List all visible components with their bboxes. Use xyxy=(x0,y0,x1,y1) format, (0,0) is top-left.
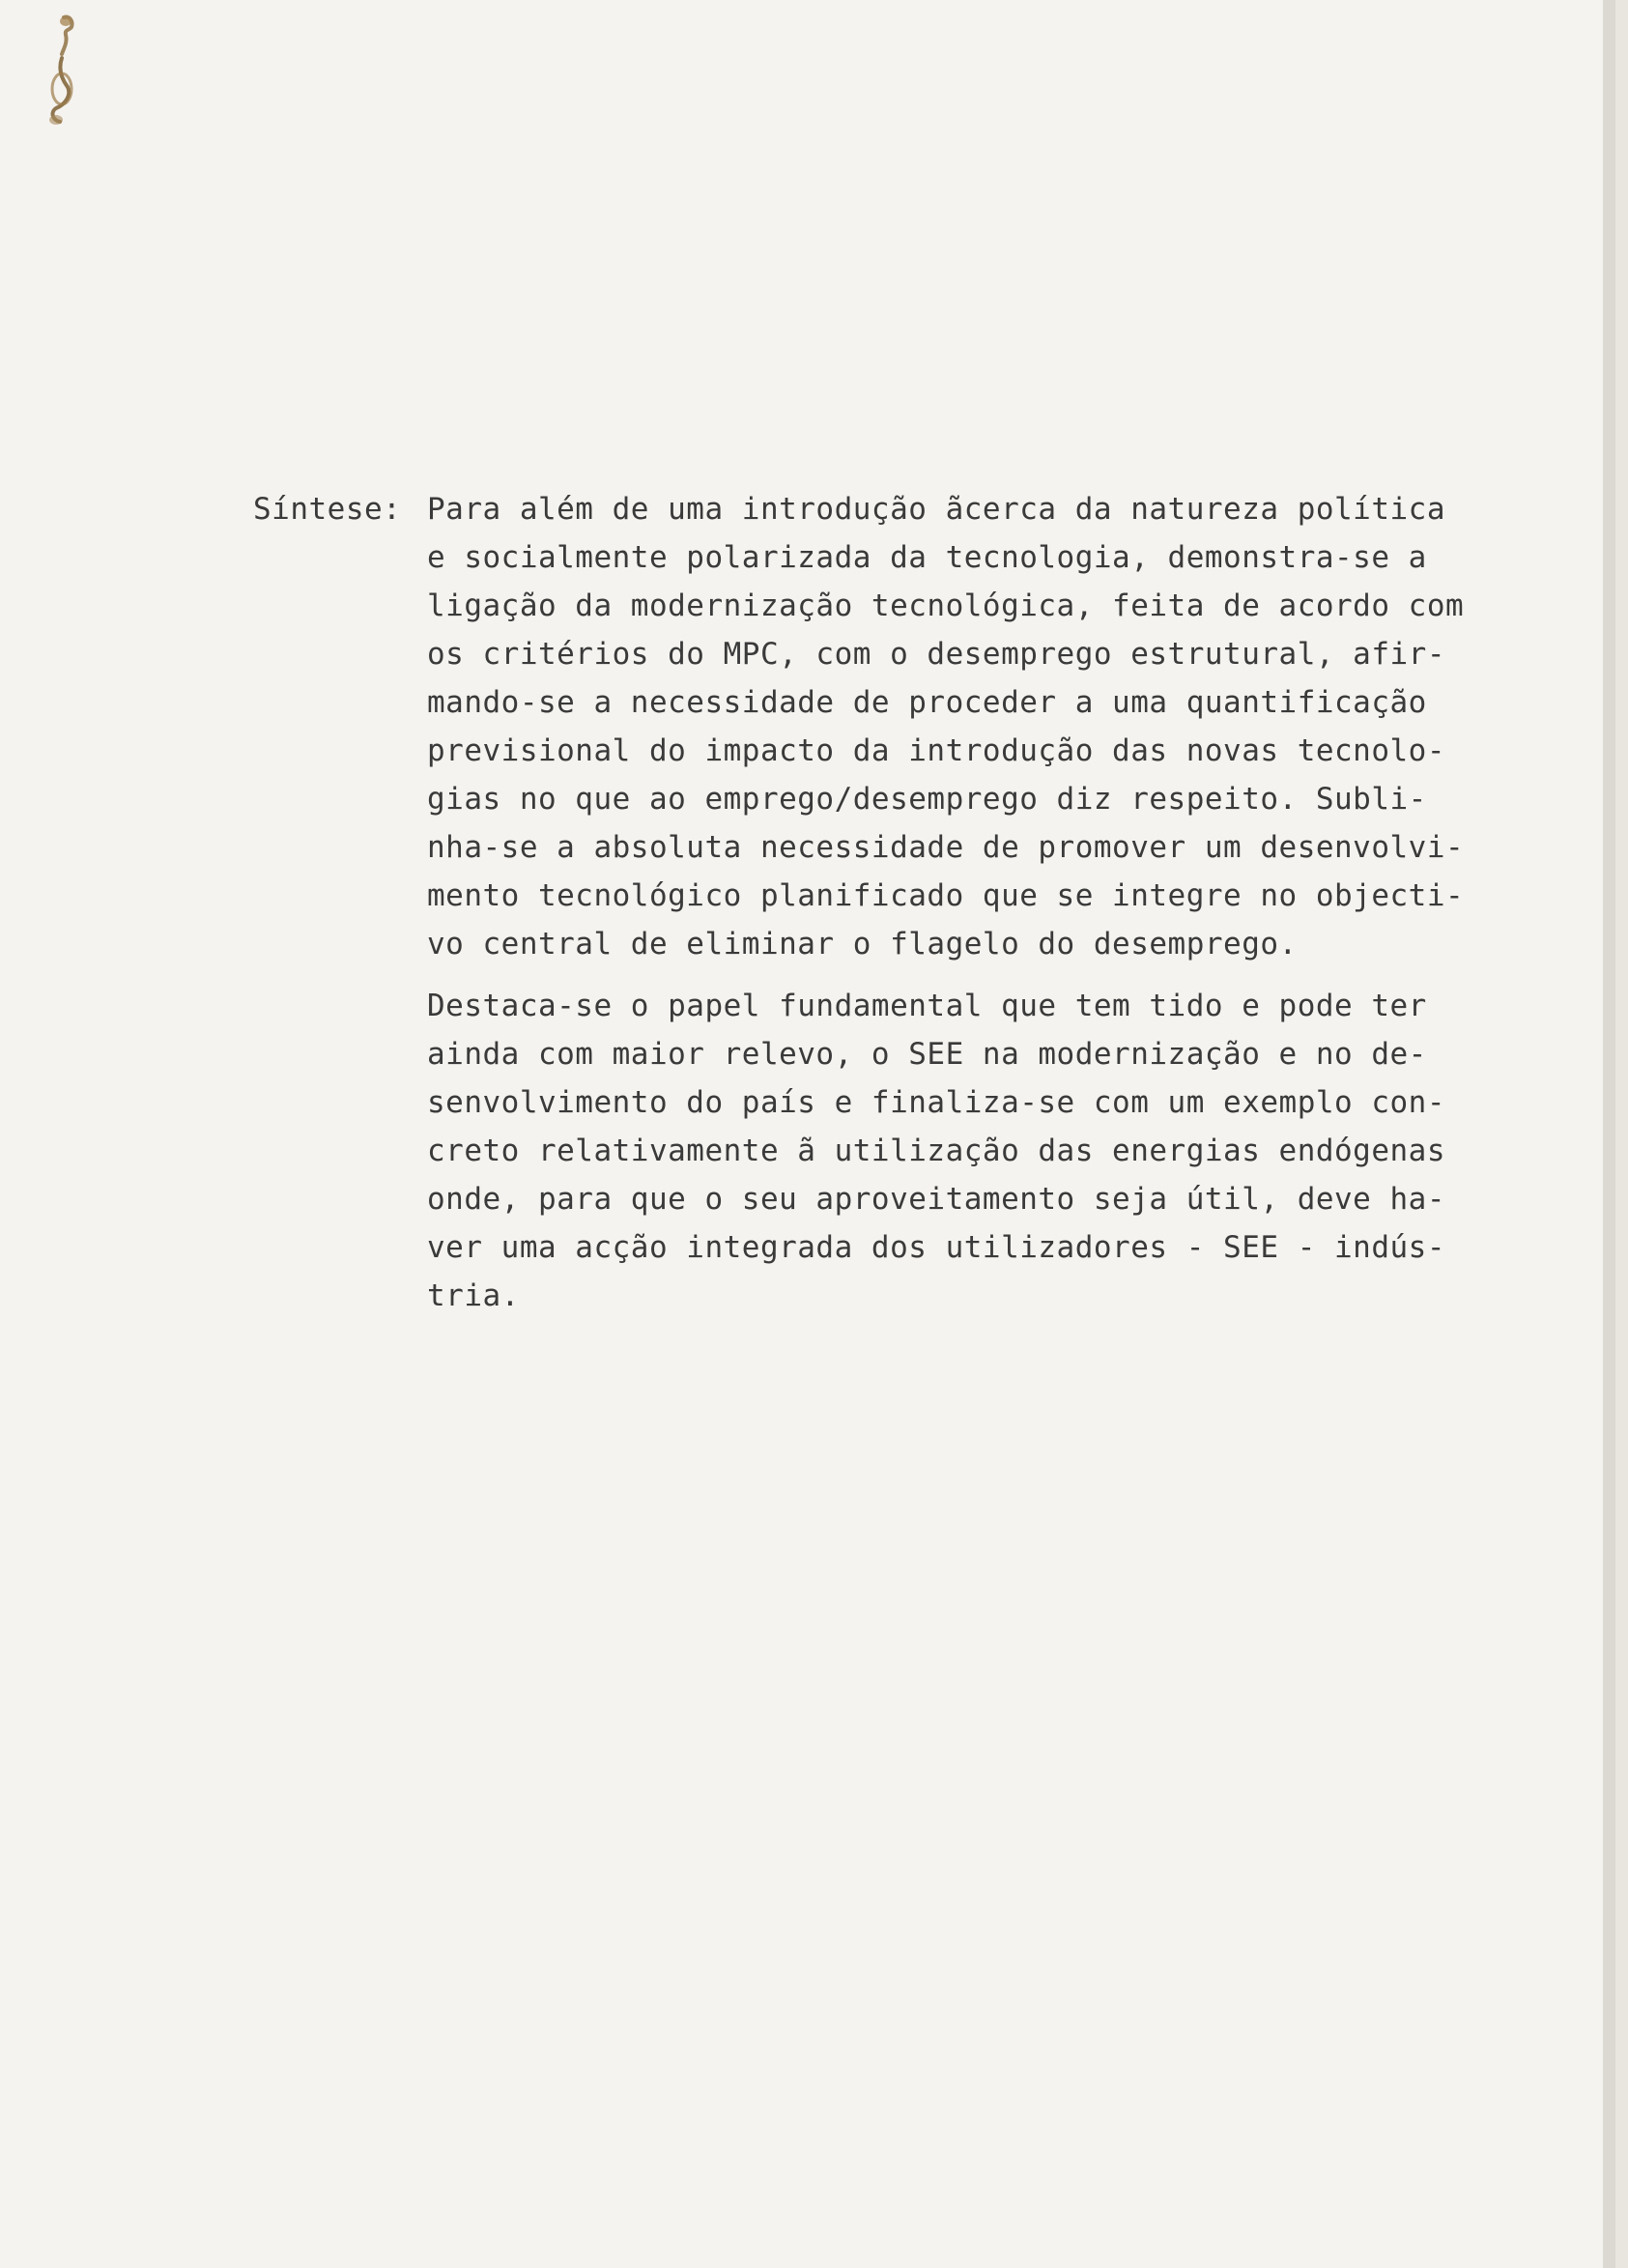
text-line: mando-se a necessidade de proceder a uma quantificação xyxy=(427,685,1427,720)
text-line: nha-se a absoluta necessidade de promover um desenvolvi- xyxy=(427,830,1465,865)
text-line: ligação da modernização tecnológica, feita de acordo com xyxy=(427,589,1465,623)
page-edge xyxy=(1603,0,1615,2268)
text-line: senvolvimento do país e finaliza-se com um exemplo con- xyxy=(427,1085,1445,1120)
text-line: Para além de uma introdução ãcerca da natureza política xyxy=(427,492,1445,527)
text-line: vo central de eliminar o flagelo do desemprego. xyxy=(427,927,1298,962)
staple-rust-stain xyxy=(43,12,100,132)
paragraph-2 xyxy=(427,982,1528,1320)
synthesis-body xyxy=(427,485,1528,1320)
text-line: Destaca-se o papel fundamental que tem tido e pode ter xyxy=(427,989,1427,1023)
text-line: onde, para que o seu aproveitamento seja útil, deve ha- xyxy=(427,1182,1445,1217)
text-line: gias no que ao emprego/desemprego diz respeito. Subli- xyxy=(427,782,1427,817)
text-line: ver uma acção integrada dos utilizadores - SEE - indús- xyxy=(427,1230,1445,1265)
text-line: previsional do impacto da introdução das novas tecnolo- xyxy=(427,733,1445,768)
synthesis-label: Síntese: xyxy=(253,492,402,527)
text-line: tria. xyxy=(427,1278,520,1313)
paragraph-1 xyxy=(427,485,1528,968)
text-line: e socialmente polarizada da tecnologia, demonstra-se a xyxy=(427,540,1427,575)
text-line: ainda com maior relevo, o SEE na modernização e no de- xyxy=(427,1037,1427,1072)
text-line: mento tecnológico planificado que se integre no objecti- xyxy=(427,878,1465,913)
text-line: os critérios do MPC, com o desemprego estrutural, afir- xyxy=(427,637,1445,672)
text-line: creto relativamente ã utilização das energias endógenas xyxy=(427,1134,1445,1168)
